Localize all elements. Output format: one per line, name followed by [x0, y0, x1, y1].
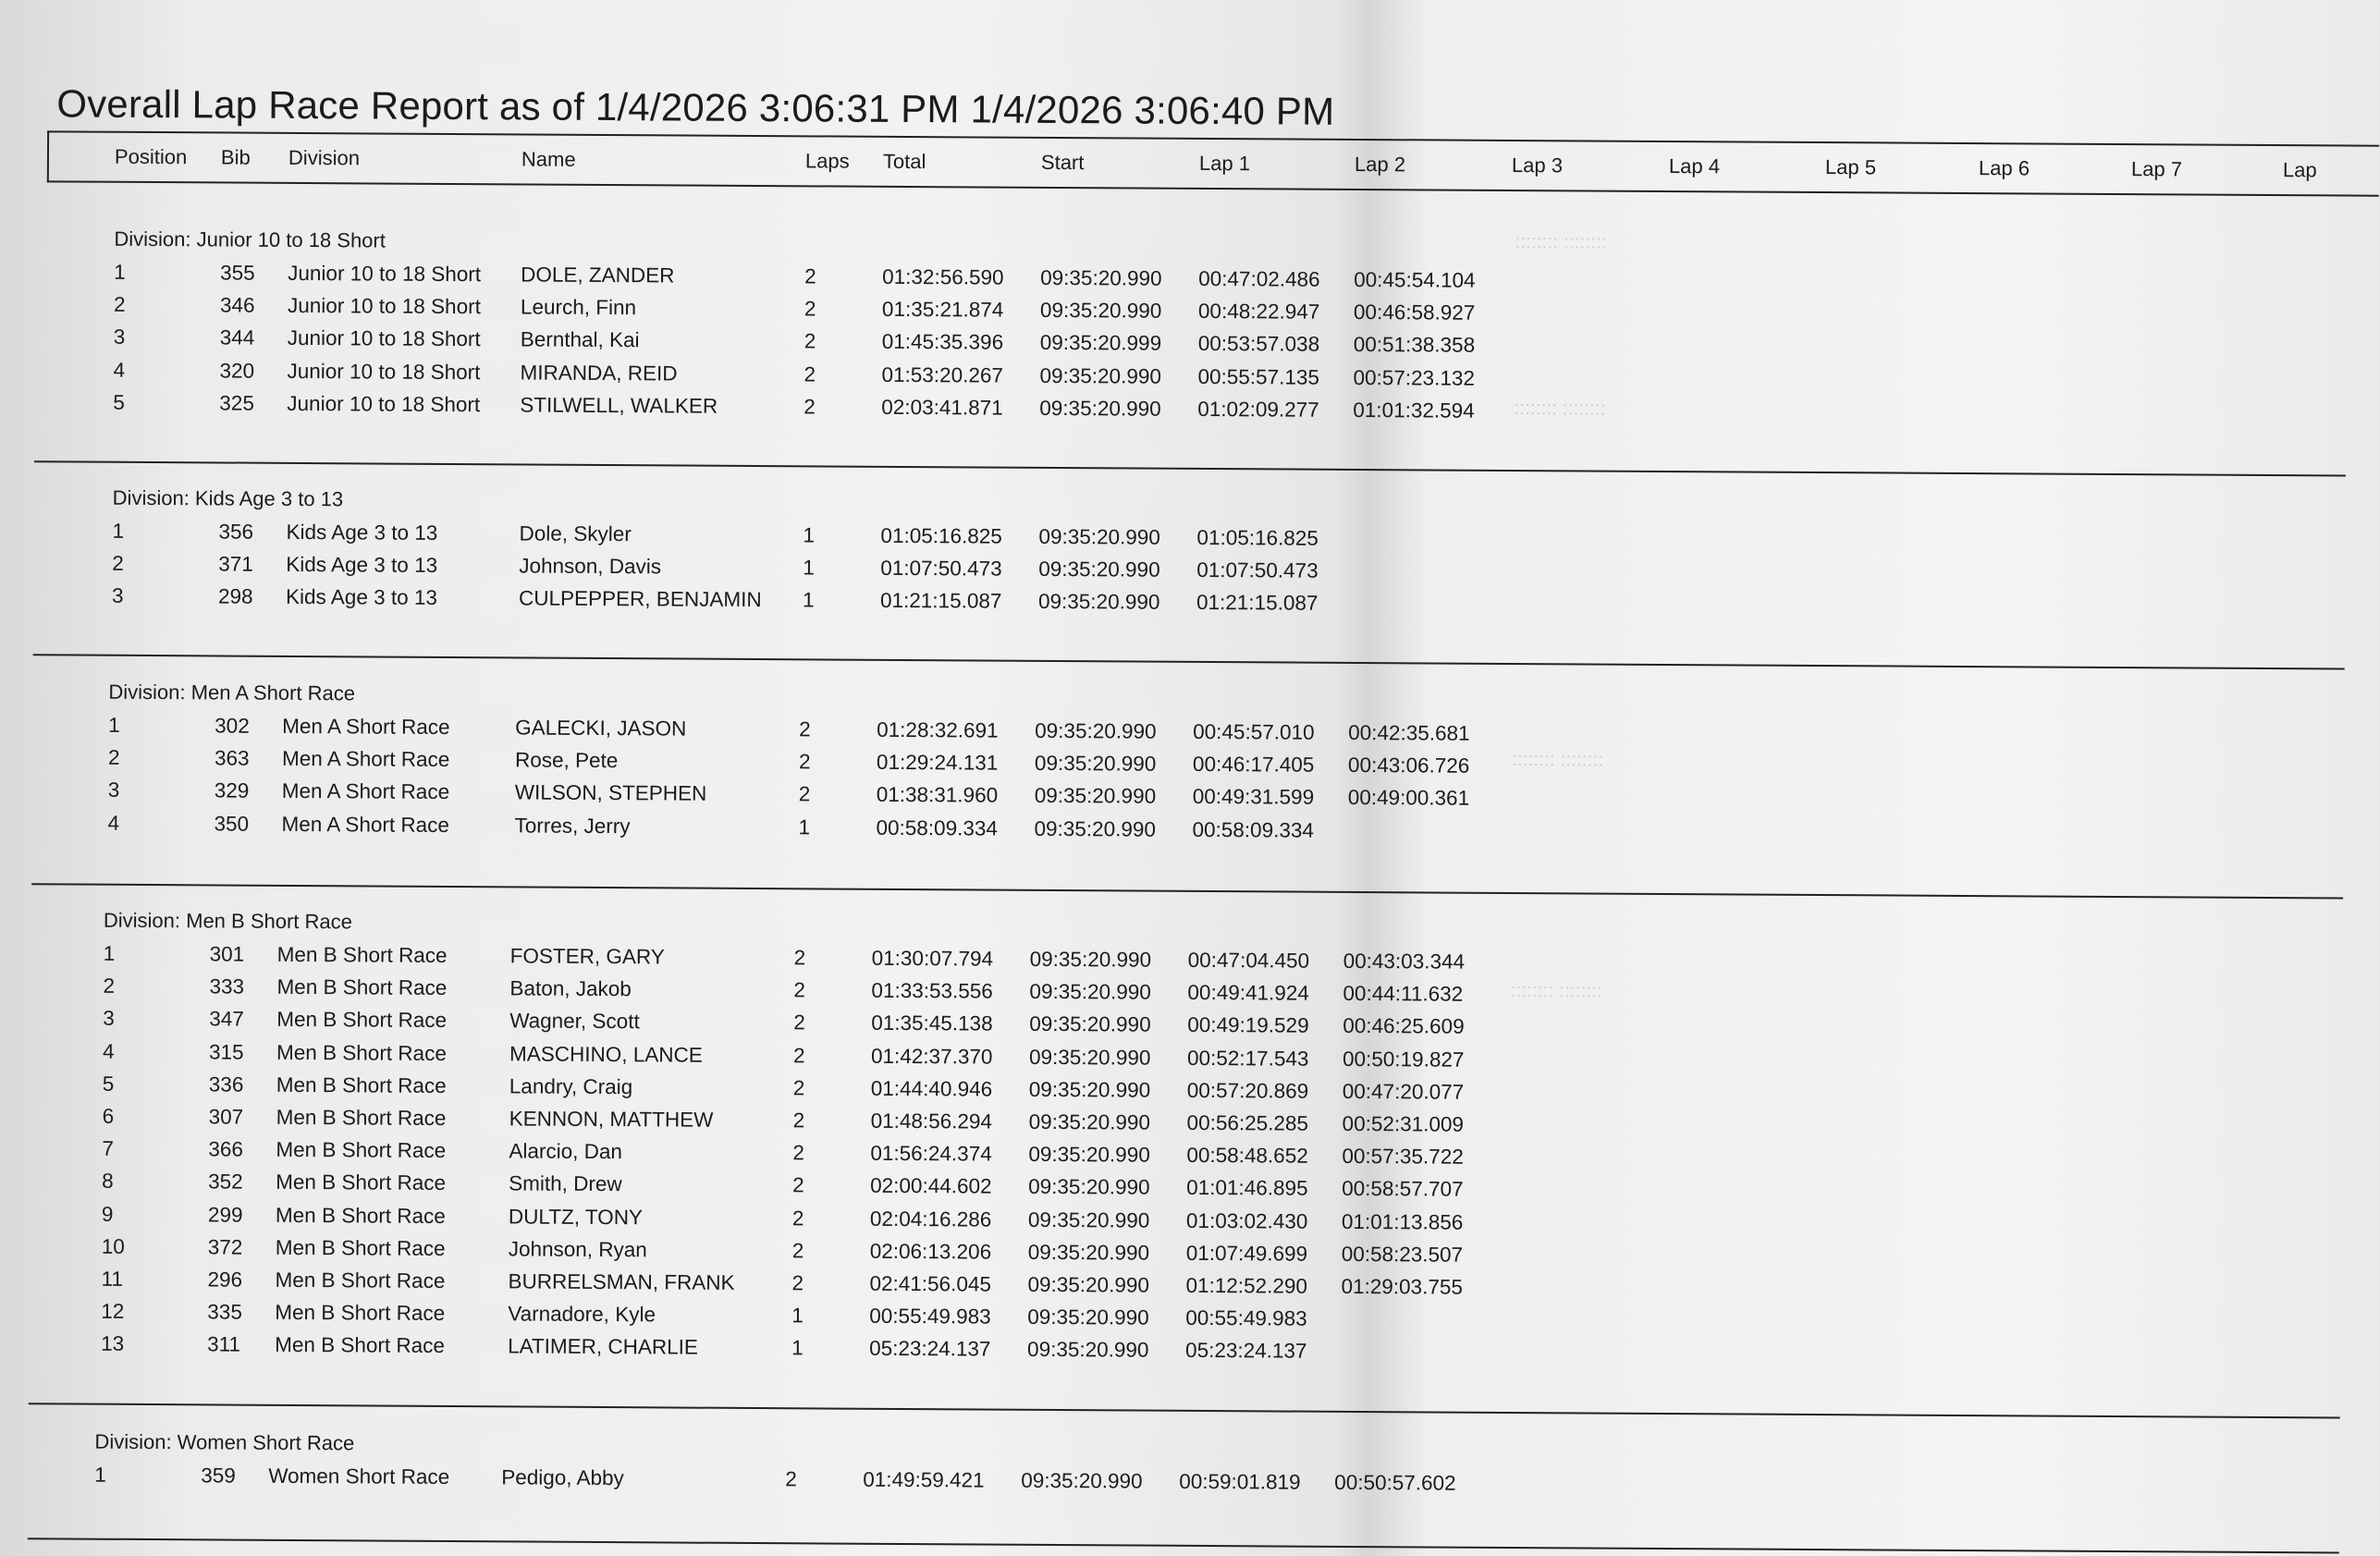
cell-lap2: 01:01:13.856	[1342, 1209, 1464, 1234]
cell-division: Men B Short Race	[275, 1268, 445, 1293]
cell-division: Kids Age 3 to 13	[286, 521, 437, 545]
column-header-total: Total	[883, 150, 926, 174]
cell-division: Men B Short Race	[276, 1106, 447, 1131]
cell-lap2: 00:44:11.632	[1343, 982, 1463, 1007]
cell-lap2: 00:50:57.602	[1334, 1471, 1456, 1496]
division-separator	[31, 883, 2343, 899]
cell-name: Alarcio, Dan	[509, 1140, 622, 1165]
cell-name: STILWELL, WALKER	[520, 393, 718, 418]
cell-division: Junior 10 to 18 Short	[287, 392, 480, 417]
cell-laps: 2	[792, 1207, 804, 1231]
cell-position: 7	[102, 1137, 114, 1161]
cell-division: Men A Short Race	[281, 812, 449, 837]
cell-start: 09:35:20.990	[1039, 363, 1161, 388]
cell-total: 01:53:20.267	[881, 362, 1003, 387]
cell-total: 01:07:50.473	[880, 557, 1002, 582]
cell-position: 1	[112, 520, 124, 544]
cell-lap1: 00:45:57.010	[1193, 720, 1315, 745]
cell-bib: 329	[215, 779, 250, 803]
cell-lap2: 00:42:35.681	[1348, 721, 1470, 746]
division-label: Division: Kids Age 3 to 13	[113, 486, 344, 512]
cell-lap2: 00:43:06.726	[1348, 753, 1470, 778]
cell-lap1: 00:59:01.819	[1179, 1470, 1301, 1495]
cell-name: WILSON, STEPHEN	[515, 781, 707, 806]
cell-bib: 355	[220, 261, 255, 285]
cell-division: Men B Short Race	[276, 1008, 447, 1033]
bleed-through-text: :::::::: ::::::::	[1515, 231, 1606, 254]
cell-name: DOLE, ZANDER	[521, 263, 674, 288]
cell-division: Men B Short Race	[276, 1203, 446, 1228]
column-header-lap-4: Lap 4	[1669, 154, 1720, 178]
cell-position: 12	[101, 1300, 124, 1324]
cell-total: 01:29:24.131	[877, 751, 999, 776]
cell-laps: 2	[792, 1239, 804, 1263]
column-header-lap-3: Lap 3	[1512, 153, 1563, 178]
cell-laps: 2	[791, 1271, 804, 1295]
division-label: Division: Junior 10 to 18 Short	[114, 227, 386, 253]
cell-bib: 296	[207, 1268, 242, 1292]
cell-name: KENNON, MATTHEW	[509, 1107, 714, 1132]
cell-bib: 347	[209, 1008, 244, 1032]
cell-start: 09:35:20.990	[1035, 752, 1157, 777]
cell-laps: 2	[804, 395, 816, 419]
cell-bib: 366	[208, 1138, 243, 1162]
column-header-name: Name	[521, 147, 576, 171]
cell-lap1: 01:21:15.087	[1196, 591, 1319, 616]
bleed-through-text: :::::::: ::::::::	[1510, 980, 1601, 1003]
cell-start: 09:35:20.990	[1027, 1338, 1149, 1363]
cell-lap1: 00:57:20.869	[1187, 1079, 1309, 1104]
cell-total: 01:44:40.946	[871, 1077, 993, 1102]
cell-laps: 1	[791, 1304, 804, 1328]
cell-start: 09:35:20.999	[1040, 331, 1162, 356]
cell-lap1: 01:02:09.277	[1197, 398, 1319, 423]
cell-name: Wagner, Scott	[509, 1010, 640, 1035]
cell-position: 1	[94, 1464, 106, 1488]
cell-lap1: 01:03:02.430	[1186, 1208, 1308, 1233]
cell-laps: 2	[799, 717, 811, 741]
cell-division: Men B Short Race	[276, 1040, 447, 1065]
cell-total: 01:05:16.825	[880, 524, 1002, 549]
cell-division: Men A Short Race	[282, 779, 450, 804]
bleed-through-text: :::::::: ::::::::	[1514, 398, 1605, 421]
cell-bib: 335	[207, 1301, 242, 1325]
cell-division: Kids Age 3 to 13	[286, 585, 437, 610]
cell-laps: 2	[804, 264, 816, 288]
cell-division: Men B Short Race	[276, 1236, 446, 1261]
cell-lap1: 00:55:49.983	[1185, 1306, 1307, 1331]
cell-laps: 1	[803, 523, 815, 547]
cell-start: 09:35:20.990	[1028, 1241, 1150, 1266]
division-separator	[29, 1403, 2340, 1418]
bleed-through-text: :::::::: ::::::::	[1512, 749, 1603, 772]
division-label: Division: Women Short Race	[94, 1430, 354, 1456]
cell-position: 5	[113, 391, 125, 415]
division-separator	[33, 654, 2345, 669]
cell-start: 09:35:20.990	[1029, 1078, 1151, 1103]
cell-laps: 2	[799, 783, 811, 807]
cell-name: Leurch, Finn	[521, 296, 636, 321]
column-header-lap-6: Lap 6	[1979, 156, 2030, 180]
column-header-lap-2: Lap 2	[1355, 153, 1405, 177]
column-header-lap-5: Lap 5	[1825, 155, 1876, 179]
cell-position: 5	[103, 1072, 115, 1096]
cell-total: 02:06:13.206	[870, 1240, 992, 1265]
cell-laps: 2	[799, 750, 811, 774]
cell-name: MASCHINO, LANCE	[509, 1042, 703, 1067]
cell-position: 4	[103, 1039, 115, 1063]
cell-bib: 350	[214, 812, 249, 836]
cell-name: FOSTER, GARY	[510, 944, 665, 969]
cell-lap1: 00:49:19.529	[1187, 1013, 1309, 1038]
cell-division: Junior 10 to 18 Short	[287, 359, 480, 384]
column-header-row	[0, 0, 2312, 14]
cell-laps: 2	[792, 1174, 804, 1198]
cell-start: 09:35:20.990	[1027, 1273, 1149, 1298]
cell-name: LATIMER, CHARLIE	[508, 1335, 698, 1360]
cell-name: CULPEPPER, BENJAMIN	[519, 587, 762, 613]
cell-start: 09:35:20.990	[1039, 397, 1161, 422]
cell-lap2: 00:43:03.344	[1343, 950, 1466, 974]
cell-start: 09:35:20.990	[1040, 299, 1162, 324]
cell-lap1: 05:23:24.137	[1185, 1339, 1307, 1364]
cell-total: 05:23:24.137	[869, 1337, 991, 1362]
cell-laps: 2	[804, 298, 816, 322]
cell-laps: 1	[803, 589, 815, 613]
cell-lap2: 00:46:25.609	[1343, 1014, 1465, 1039]
cell-lap1: 01:07:49.699	[1186, 1242, 1308, 1267]
cell-division: Men B Short Race	[277, 943, 448, 968]
cell-start: 09:35:20.990	[1038, 557, 1160, 582]
cell-name: Baton, Jakob	[509, 977, 632, 1002]
cell-bib: 315	[209, 1040, 244, 1064]
cell-lap2: 00:46:58.927	[1354, 300, 1476, 325]
cell-division: Junior 10 to 18 Short	[288, 294, 481, 319]
cell-name: Johnson, Ryan	[509, 1237, 647, 1262]
cell-total: 02:03:41.871	[881, 396, 1003, 421]
cell-total: 00:58:09.334	[876, 815, 998, 840]
cell-laps: 2	[793, 978, 805, 1002]
cell-total: 02:00:44.602	[870, 1174, 992, 1199]
divisions-container	[0, 0, 2312, 14]
cell-division: Men B Short Race	[275, 1333, 445, 1358]
cell-position: 4	[113, 358, 125, 382]
cell-position: 11	[101, 1268, 123, 1292]
cell-laps: 2	[804, 330, 816, 354]
cell-lap1: 00:48:22.947	[1198, 300, 1320, 325]
cell-laps: 1	[798, 815, 810, 839]
cell-bib: 359	[201, 1464, 236, 1488]
cell-lap2: 00:52:31.009	[1343, 1112, 1465, 1137]
cell-name: Pedigo, Abby	[501, 1465, 624, 1490]
cell-division: Men B Short Race	[276, 1073, 447, 1098]
column-header-laps: Laps	[805, 149, 850, 173]
cell-bib: 307	[209, 1105, 244, 1129]
cell-division: Junior 10 to 18 Short	[288, 262, 481, 287]
cell-start: 09:35:20.990	[1040, 266, 1162, 291]
cell-laps: 2	[792, 1141, 804, 1165]
cell-bib: 336	[209, 1072, 244, 1097]
cell-lap1: 00:52:17.543	[1187, 1046, 1309, 1071]
cell-start: 09:35:20.990	[1021, 1469, 1143, 1494]
cell-lap2: 00:57:23.132	[1353, 366, 1475, 391]
cell-position: 10	[102, 1234, 125, 1258]
cell-lap1: 00:46:17.405	[1193, 753, 1315, 778]
cell-position: 2	[112, 552, 124, 576]
cell-name: GALECKI, JASON	[515, 716, 686, 741]
cell-lap1: 00:49:31.599	[1193, 785, 1315, 810]
cell-total: 01:35:45.138	[871, 1011, 993, 1036]
cell-bib: 320	[219, 359, 254, 383]
division-label: Division: Men A Short Race	[108, 680, 355, 706]
cell-lap1: 00:58:48.652	[1186, 1144, 1308, 1169]
cell-start: 09:35:20.990	[1038, 525, 1160, 550]
column-header-lap-1: Lap 1	[1199, 152, 1250, 176]
cell-start: 09:35:20.990	[1035, 784, 1157, 809]
cell-position: 13	[101, 1332, 124, 1356]
cell-lap1: 00:47:04.450	[1188, 949, 1310, 974]
cell-bib: 352	[208, 1170, 243, 1195]
cell-position: 8	[102, 1170, 114, 1194]
cell-laps: 2	[793, 1011, 805, 1035]
cell-position: 3	[108, 778, 120, 803]
cell-lap1: 00:55:57.135	[1197, 365, 1319, 390]
cell-name: Rose, Pete	[515, 749, 618, 774]
cell-laps: 2	[785, 1467, 797, 1491]
cell-laps: 2	[793, 1076, 805, 1100]
cell-start: 09:35:20.990	[1030, 948, 1152, 973]
cell-name: Landry, Craig	[509, 1074, 633, 1099]
cell-name: Bernthal, Kai	[521, 328, 640, 353]
cell-start: 09:35:20.990	[1029, 1012, 1151, 1037]
cell-lap1: 01:01:46.895	[1186, 1176, 1308, 1201]
cell-start: 09:35:20.990	[1028, 1143, 1150, 1168]
column-header-bib: Bib	[221, 145, 251, 169]
cell-start: 09:35:20.990	[1029, 1110, 1151, 1135]
cell-name: DULTZ, TONY	[509, 1205, 643, 1230]
cell-total: 02:41:56.045	[869, 1272, 991, 1297]
cell-lap2: 00:50:19.827	[1343, 1047, 1465, 1072]
cell-laps: 1	[803, 557, 815, 581]
cell-total: 01:30:07.794	[872, 947, 994, 972]
cell-lap1: 00:58:09.334	[1192, 817, 1314, 842]
column-header-lap-7: Lap 7	[2131, 157, 2182, 181]
cell-laps: 2	[793, 1109, 805, 1133]
cell-total: 02:04:16.286	[870, 1207, 992, 1231]
cell-bib: 344	[220, 326, 255, 350]
cell-position: 6	[103, 1105, 115, 1129]
column-header-lap: Lap	[2283, 158, 2317, 182]
division-separator	[34, 460, 2346, 476]
cell-lap1: 01:12:52.290	[1185, 1274, 1307, 1299]
cell-bib: 302	[215, 714, 250, 738]
cell-total: 01:38:31.960	[877, 783, 999, 808]
division-label: Division: Men B Short Race	[104, 909, 352, 935]
cell-name: Johnson, Davis	[519, 555, 661, 580]
division-separator	[28, 1538, 2339, 1553]
cell-lap1: 00:47:02.486	[1198, 267, 1320, 292]
cell-position: 2	[108, 746, 120, 770]
cell-total: 01:42:37.370	[871, 1044, 993, 1069]
cell-lap2: 00:47:20.077	[1343, 1080, 1465, 1105]
cell-position: 2	[114, 293, 126, 317]
cell-bib: 299	[208, 1203, 243, 1227]
cell-start: 09:35:20.990	[1038, 590, 1160, 615]
cell-bib: 356	[218, 520, 253, 544]
cell-start: 09:35:20.990	[1027, 1305, 1149, 1330]
cell-lap1: 00:56:25.285	[1187, 1111, 1309, 1136]
cell-bib: 371	[218, 553, 253, 577]
cell-name: Varnadore, Kyle	[508, 1303, 656, 1328]
cell-lap2: 00:45:54.104	[1354, 268, 1476, 293]
cell-total: 01:33:53.556	[871, 979, 993, 1004]
cell-division: Men A Short Race	[282, 715, 450, 740]
cell-lap2: 01:29:03.755	[1341, 1275, 1463, 1300]
cell-laps: 2	[794, 946, 806, 970]
cell-lap1: 01:05:16.825	[1196, 526, 1319, 551]
cell-total: 00:55:49.983	[869, 1305, 991, 1329]
cell-lap2: 00:58:23.507	[1342, 1243, 1464, 1268]
cell-bib: 333	[209, 975, 244, 999]
column-header-start: Start	[1041, 151, 1085, 175]
cell-position: 3	[112, 584, 124, 608]
cell-division: Men B Short Race	[276, 1170, 446, 1195]
cell-start: 09:35:20.990	[1034, 816, 1156, 841]
cell-division: Men B Short Race	[276, 975, 447, 1000]
cell-lap2: 00:51:38.358	[1354, 333, 1476, 358]
cell-laps: 2	[804, 362, 816, 386]
cell-total: 01:48:56.294	[871, 1109, 993, 1134]
cell-name: Smith, Drew	[509, 1172, 622, 1197]
cell-lap1: 01:07:50.473	[1196, 558, 1319, 583]
cell-position: 9	[102, 1202, 114, 1226]
cell-start: 09:35:20.990	[1029, 980, 1151, 1005]
cell-position: 1	[114, 261, 126, 285]
cell-lap1: 00:53:57.038	[1198, 332, 1320, 357]
cell-division: Men B Short Race	[276, 1138, 446, 1163]
column-header-position: Position	[115, 145, 187, 169]
cell-total: 01:56:24.374	[870, 1142, 992, 1167]
cell-division: Men A Short Race	[282, 747, 450, 772]
cell-division: Women Short Race	[268, 1464, 449, 1489]
report-title: Overall Lap Race Report as of 1/4/2026 3:06:31 PM 1/4/2026 3:06:40 PM	[56, 81, 1334, 133]
cell-bib: 301	[210, 942, 245, 966]
cell-position: 3	[103, 1007, 115, 1031]
cell-division: Men B Short Race	[275, 1301, 445, 1326]
cell-bib: 372	[208, 1235, 243, 1259]
cell-position: 1	[104, 942, 116, 966]
cell-laps: 2	[793, 1044, 805, 1068]
cell-start: 09:35:20.990	[1035, 719, 1157, 744]
cell-start: 09:35:20.990	[1028, 1175, 1150, 1200]
cell-lap2: 00:49:00.361	[1348, 786, 1470, 811]
cell-lap2: 00:58:57.707	[1342, 1177, 1464, 1202]
cell-position: 3	[114, 325, 126, 349]
cell-total: 01:28:32.691	[877, 718, 999, 743]
cell-lap1: 00:49:41.924	[1187, 981, 1309, 1006]
cell-total: 01:21:15.087	[880, 589, 1002, 614]
cell-position: 1	[108, 714, 120, 738]
cell-total: 01:45:35.396	[882, 330, 1004, 355]
cell-lap2: 01:01:32.594	[1353, 398, 1475, 423]
cell-name: MIRANDA, REID	[520, 361, 677, 386]
cell-division: Kids Age 3 to 13	[286, 553, 437, 578]
cell-lap2: 00:57:35.722	[1342, 1145, 1464, 1170]
cell-position: 2	[103, 974, 115, 999]
cell-bib: 311	[207, 1333, 240, 1357]
cell-bib: 346	[220, 294, 255, 318]
cell-bib: 298	[218, 585, 253, 609]
column-header-division: Division	[288, 146, 360, 170]
cell-bib: 325	[219, 391, 254, 415]
cell-total: 01:49:59.421	[863, 1468, 985, 1493]
cell-division: Junior 10 to 18 Short	[288, 326, 481, 351]
cell-start: 09:35:20.990	[1029, 1045, 1151, 1070]
cell-total: 01:35:21.874	[882, 298, 1004, 323]
cell-name: Dole, Skyler	[519, 521, 631, 546]
cell-bib: 363	[215, 747, 250, 771]
cell-total: 01:32:56.590	[882, 265, 1004, 290]
cell-name: BURRELSMAN, FRANK	[508, 1269, 734, 1294]
cell-position: 4	[107, 811, 119, 835]
cell-name: Torres, Jerry	[514, 814, 630, 839]
cell-start: 09:35:20.990	[1028, 1207, 1150, 1232]
cell-laps: 1	[791, 1337, 804, 1361]
